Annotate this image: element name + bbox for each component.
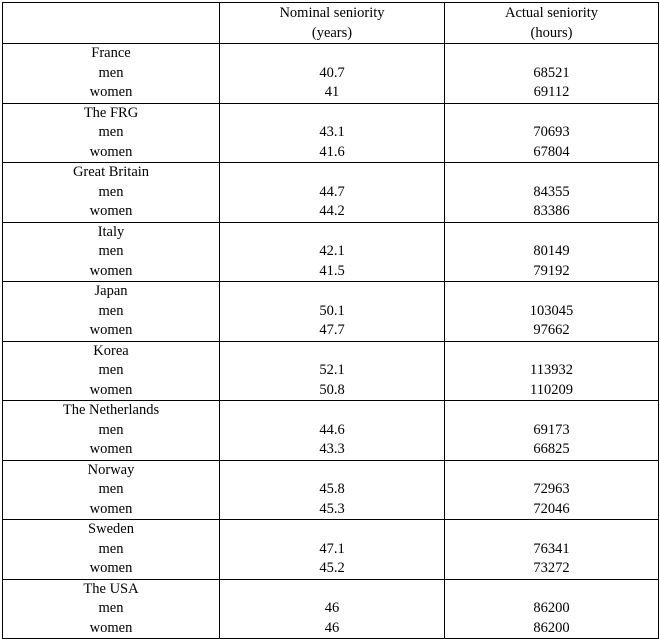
table-row: [3, 460, 659, 520]
spacer: [220, 401, 444, 421]
table-row: [3, 520, 659, 580]
spacer: [220, 461, 444, 481]
spacer: [445, 401, 658, 421]
men-actual-value: 70693: [533, 124, 570, 140]
table-body: [3, 44, 659, 639]
women-nominal-value: 44.2: [319, 203, 345, 219]
actual-seniority-cell: [445, 222, 659, 282]
country-cell: [3, 282, 220, 342]
seniority-table: [2, 2, 659, 639]
table-row: [3, 341, 659, 401]
women-nominal-value: 47.7: [319, 322, 345, 338]
men-label: men: [98, 64, 124, 81]
nominal-seniority-cell: [220, 341, 445, 401]
country-cell: [3, 103, 220, 163]
women-label: women: [89, 84, 133, 100]
women-nominal-value: 43.3: [319, 441, 345, 457]
spacer: [445, 44, 658, 64]
men-actual-value: 68521: [533, 64, 570, 81]
women-actual-value: 79192: [533, 262, 570, 279]
men-label: men: [98, 540, 124, 557]
men-label: men: [98, 600, 124, 616]
country-cell: [3, 163, 220, 223]
men-actual-value: 86200: [533, 600, 570, 616]
header-nominal-unit: (years): [311, 24, 353, 41]
men-actual-value: 76341: [533, 540, 570, 557]
nominal-seniority-cell: [220, 103, 445, 163]
men-actual-value: 69173: [533, 421, 570, 438]
nominal-seniority-cell: [220, 460, 445, 520]
spacer: [220, 580, 444, 600]
spacer: [220, 223, 444, 243]
men-label: men: [98, 243, 124, 259]
country-cell: [3, 222, 220, 282]
women-nominal-value: 41.5: [319, 262, 345, 279]
women-nominal-value: 41.6: [319, 143, 345, 160]
actual-seniority-cell: [445, 103, 659, 163]
nominal-seniority-cell: [220, 222, 445, 282]
table-row: [3, 282, 659, 342]
spacer: [220, 163, 444, 183]
women-actual-value: 83386: [533, 203, 570, 219]
women-actual-value: 66825: [533, 441, 570, 457]
women-actual-value: 67804: [533, 143, 570, 160]
men-actual-value: 103045: [529, 302, 574, 319]
spacer: [445, 104, 658, 124]
country-name: Japan: [94, 283, 128, 299]
men-nominal-value: 52.1: [319, 362, 345, 378]
actual-seniority-cell: [445, 163, 659, 223]
spacer: [445, 342, 658, 362]
country-name: Great Britain: [72, 164, 150, 180]
header-row: [3, 3, 659, 44]
spacer: [445, 223, 658, 243]
men-nominal-value: 43.1: [319, 124, 345, 140]
women-actual-value: 69112: [533, 84, 570, 100]
women-nominal-value: 45.3: [319, 500, 345, 517]
women-nominal-value: 46: [324, 619, 340, 636]
men-label: men: [98, 183, 124, 200]
nominal-seniority-cell: [220, 163, 445, 223]
header-nominal-seniority: [220, 3, 445, 44]
men-actual-value: 72963: [533, 481, 570, 497]
header-nominal-title: Nominal seniority: [279, 5, 385, 21]
nominal-seniority-cell: [220, 401, 445, 461]
women-actual-value: 110209: [530, 381, 573, 398]
women-label: women: [89, 619, 133, 636]
men-label: men: [98, 481, 124, 497]
men-nominal-value: 46: [324, 600, 340, 616]
country-cell: [3, 520, 220, 580]
men-actual-value: 113932: [530, 362, 573, 378]
women-label: women: [89, 441, 133, 457]
women-label: women: [89, 381, 133, 398]
country-name: The USA: [83, 580, 139, 597]
men-label: men: [98, 421, 124, 438]
women-actual-value: 72046: [533, 500, 570, 517]
country-name: Korea: [93, 342, 129, 359]
spacer: [445, 580, 658, 600]
country-cell: [3, 401, 220, 461]
actual-seniority-cell: [445, 520, 659, 580]
header-actual-title: Actual seniority: [504, 5, 599, 21]
table-header: [3, 3, 659, 44]
table-row: [3, 222, 659, 282]
men-label: men: [98, 302, 124, 319]
men-nominal-value: 44.7: [319, 183, 345, 200]
country-name: The FRG: [83, 104, 139, 121]
women-nominal-value: 45.2: [319, 560, 345, 576]
men-actual-value: 80149: [533, 243, 570, 259]
spacer: [220, 282, 444, 302]
men-actual-value: 84355: [533, 183, 570, 200]
spacer: [445, 520, 658, 540]
women-actual-value: 73272: [533, 560, 570, 576]
actual-seniority-cell: [445, 282, 659, 342]
men-label: men: [98, 124, 124, 140]
spacer: [445, 461, 658, 481]
women-label: women: [89, 560, 133, 576]
spacer: [445, 163, 658, 183]
country-name: Norway: [87, 461, 135, 478]
table-row: [3, 401, 659, 461]
actual-seniority-cell: [445, 460, 659, 520]
nominal-seniority-cell: [220, 44, 445, 104]
country-cell: [3, 341, 220, 401]
spacer: [220, 520, 444, 540]
men-nominal-value: 42.1: [319, 243, 345, 259]
actual-seniority-cell: [445, 341, 659, 401]
actual-seniority-cell: [445, 44, 659, 104]
spacer: [220, 44, 444, 64]
country-name: The Netherlands: [62, 402, 160, 418]
header-actual-unit: (hours): [530, 24, 573, 41]
women-label: women: [89, 203, 133, 219]
table-row: [3, 103, 659, 163]
men-nominal-value: 47.1: [319, 540, 345, 557]
nominal-seniority-cell: [220, 282, 445, 342]
spacer: [445, 282, 658, 302]
men-nominal-value: 50.1: [319, 302, 345, 319]
women-label: women: [89, 143, 133, 160]
country-name: Sweden: [88, 521, 134, 537]
country-cell: [3, 460, 220, 520]
women-label: women: [89, 500, 133, 517]
country-cell: [3, 44, 220, 104]
header-actual-seniority: [445, 3, 659, 44]
spacer: [220, 342, 444, 362]
header-country-cell: [3, 3, 220, 44]
women-label: women: [89, 262, 133, 279]
women-actual-value: 86200: [533, 619, 570, 636]
men-nominal-value: 44.6: [319, 421, 345, 438]
table-row: [3, 44, 659, 104]
women-nominal-value: 41: [324, 84, 340, 100]
women-nominal-value: 50.8: [319, 381, 345, 398]
country-name: France: [91, 45, 131, 61]
actual-seniority-cell: [445, 401, 659, 461]
spacer: [220, 104, 444, 124]
country-name: Italy: [97, 223, 125, 240]
table-row: [3, 163, 659, 223]
men-nominal-value: 45.8: [319, 481, 345, 497]
nominal-seniority-cell: [220, 520, 445, 580]
women-actual-value: 97662: [533, 322, 570, 338]
men-label: men: [98, 362, 124, 378]
women-label: women: [89, 322, 133, 338]
men-nominal-value: 40.7: [319, 64, 345, 81]
